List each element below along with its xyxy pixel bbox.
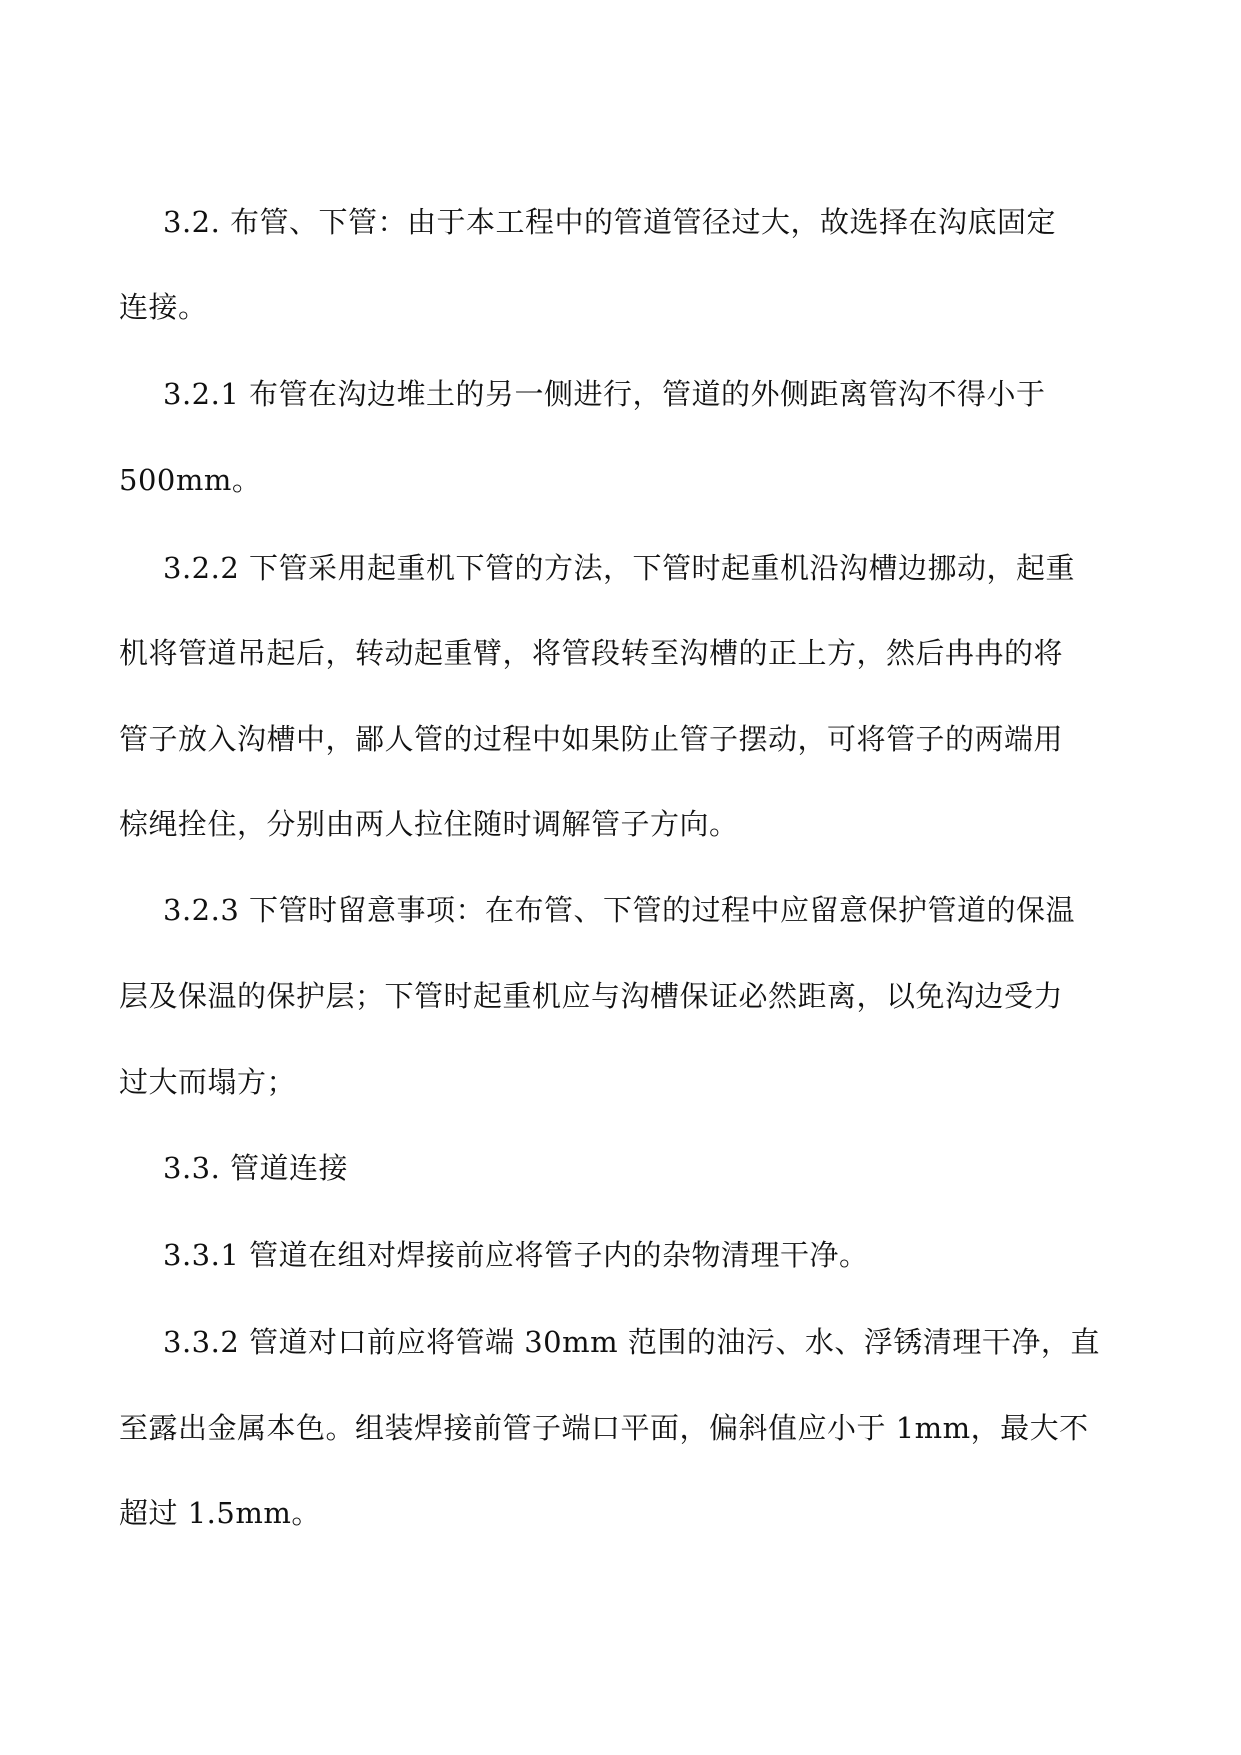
paragraph-line: 连接。 [119, 290, 208, 324]
paragraph-line: 500mm。 [119, 463, 262, 497]
paragraph-line: 超过 1.5mm。 [119, 1496, 321, 1530]
paragraph-line: 3.2.3 下管时留意事项：在布管、下管的过程中应留意保护管道的保温 [163, 893, 1076, 927]
paragraph-line: 管子放入沟槽中，鄙人管的过程中如果防止管子摆动，可将管子的两端用 [119, 722, 1064, 756]
paragraph-line: 3.3.1 管道在组对焊接前应将管子内的杂物清理干净。 [163, 1238, 869, 1272]
paragraph-line: 3.2.1 布管在沟边堆土的另一侧进行，管道的外侧距离管沟不得小于 [163, 377, 1046, 411]
paragraph-line: 3.3.2 管道对口前应将管端 30mm 范围的油污、水、浮锈清理干净，直 [163, 1325, 1100, 1359]
paragraph-line: 棕绳拴住，分别由两人拉住随时调解管子方向。 [119, 807, 739, 841]
paragraph-line: 3.2.2 下管采用起重机下管的方法，下管时起重机沿沟槽边挪动，起重 [163, 551, 1076, 585]
paragraph-line: 层及保温的保护层；下管时起重机应与沟槽保证必然距离，以免沟边受力 [119, 979, 1064, 1013]
section-heading: 3.3. 管道连接 [163, 1151, 349, 1185]
paragraph-line: 过大而塌方； [119, 1065, 297, 1099]
paragraph-line: 机将管道吊起后，转动起重臂，将管段转至沟槽的正上方，然后冉冉的将 [119, 636, 1064, 670]
paragraph-line: 至露出金属本色。组装焊接前管子端口平面，偏斜值应小于 1mm，最大不 [119, 1411, 1089, 1445]
paragraph-line: 3.2. 布管、下管：由于本工程中的管道管径过大，故选择在沟底固定 [163, 205, 1057, 239]
